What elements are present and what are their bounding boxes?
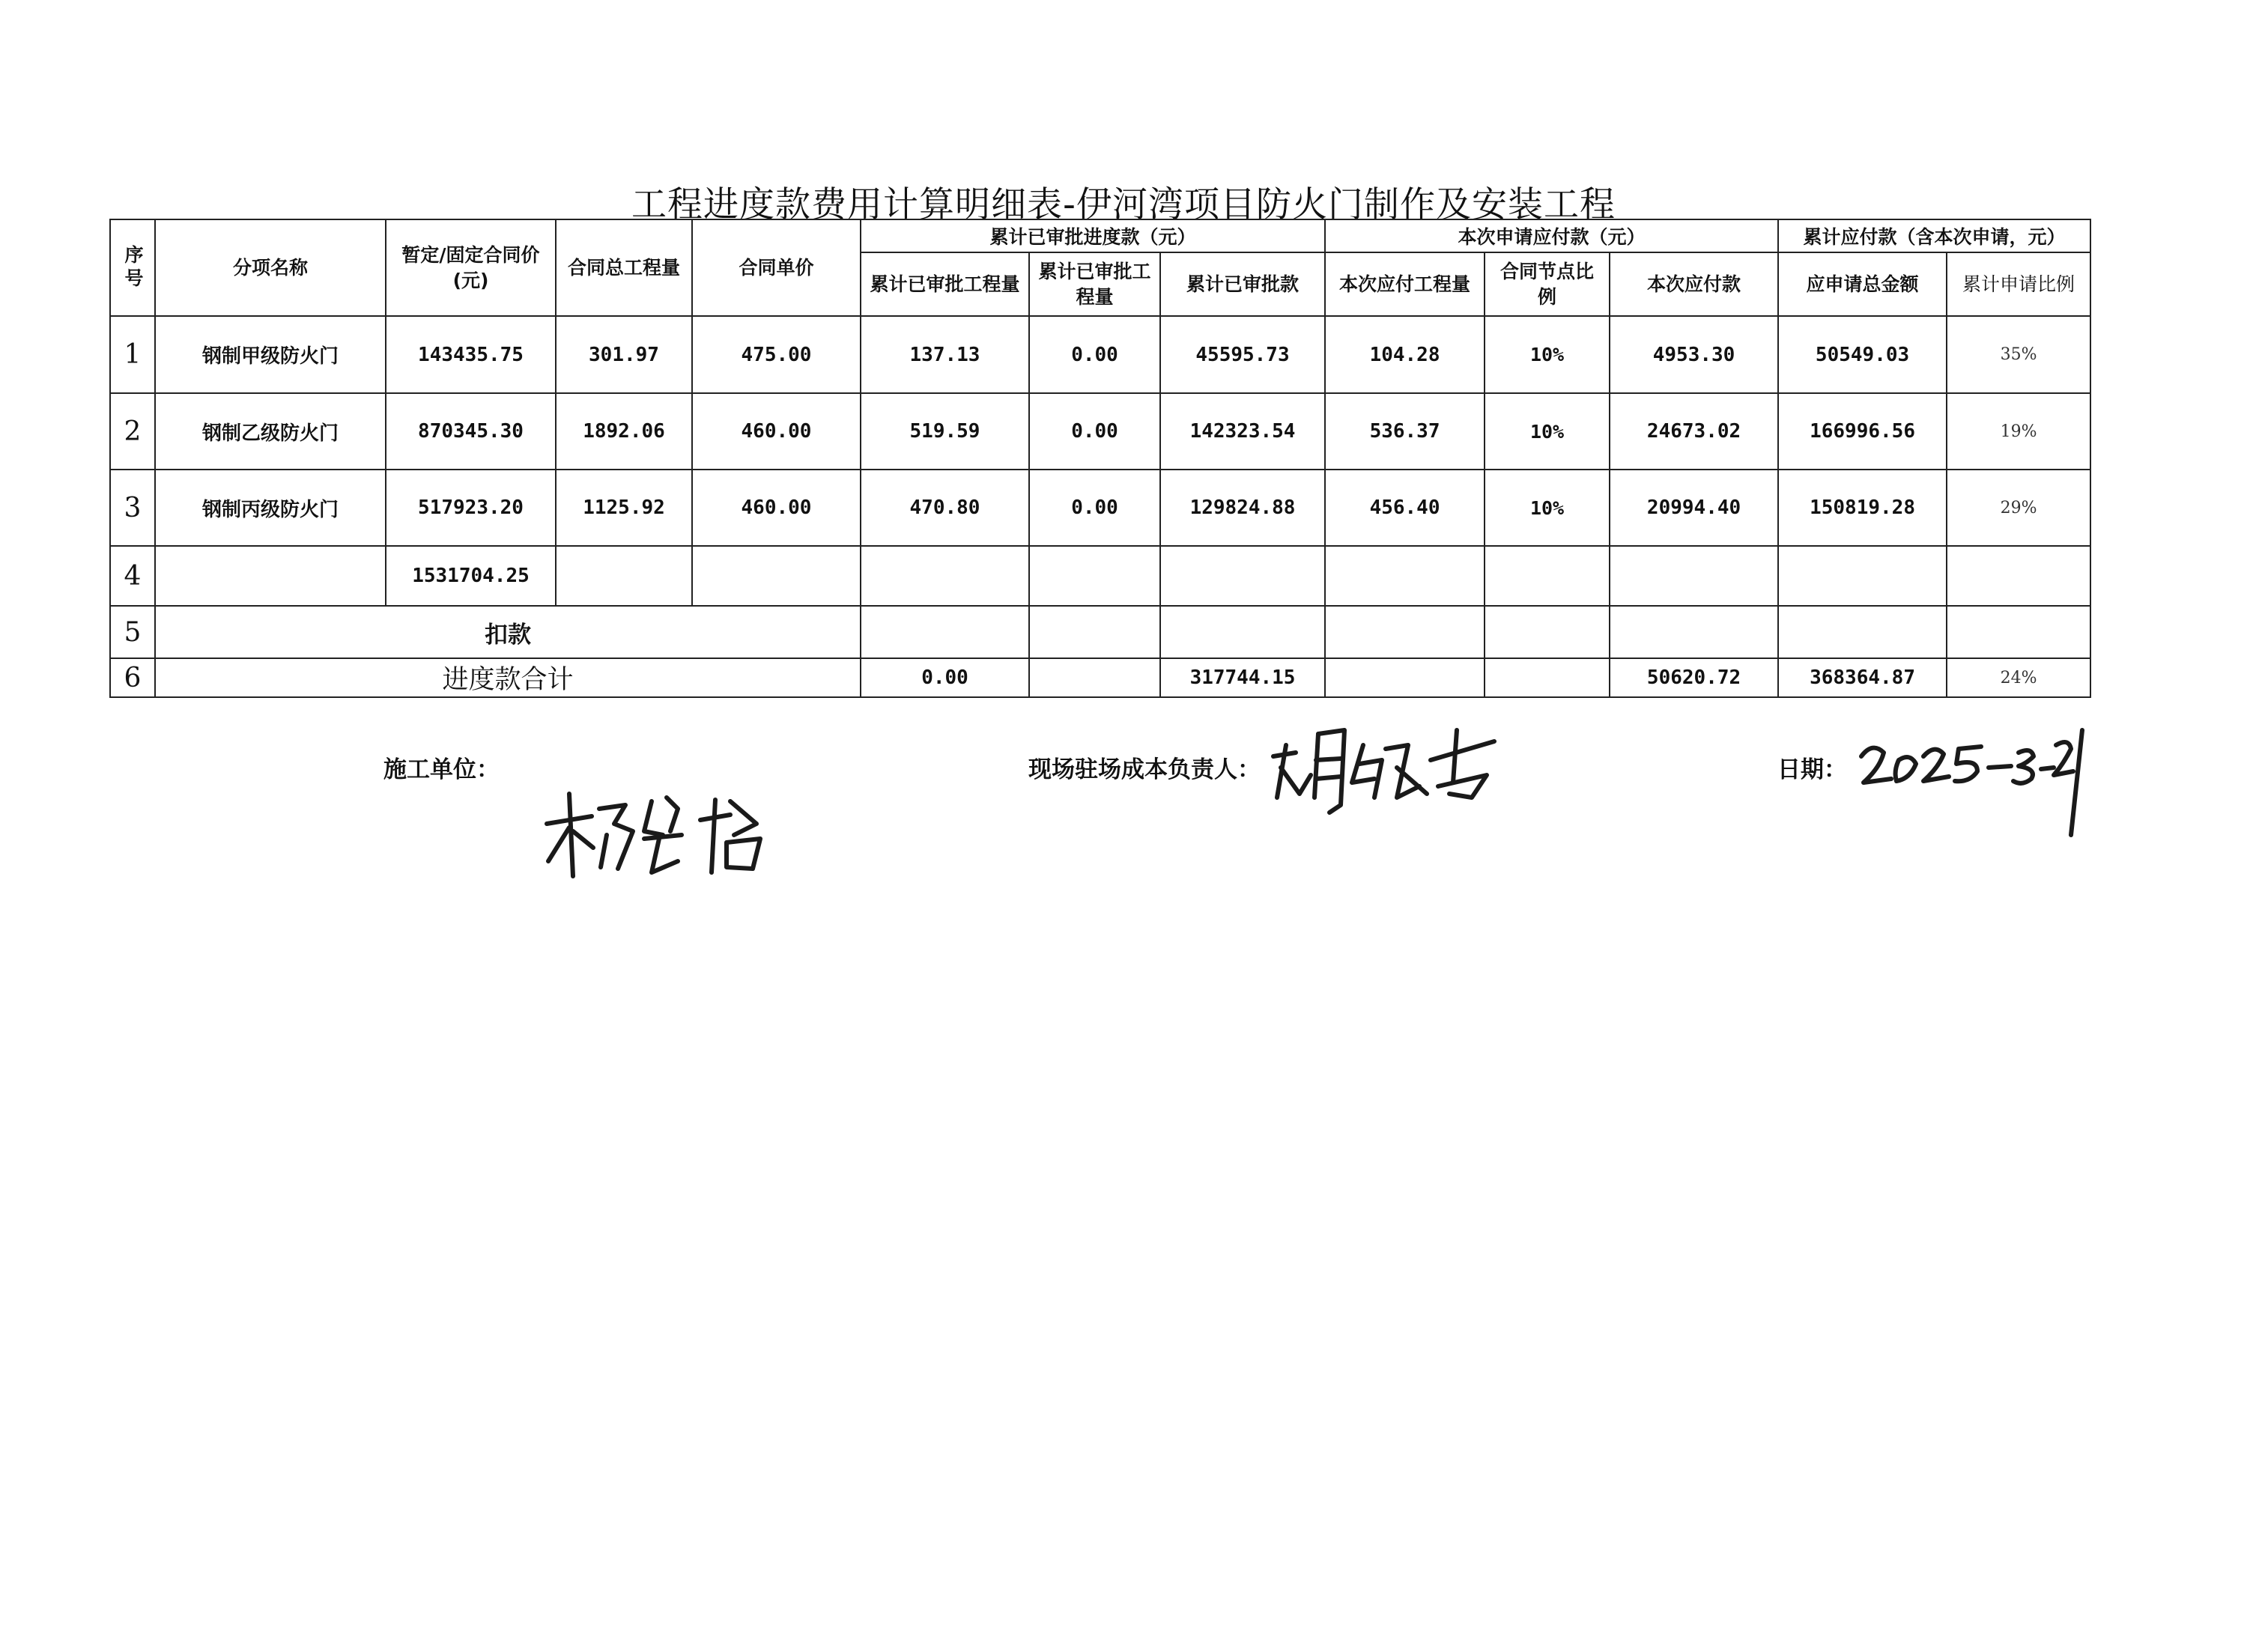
cumulative-ratio-cell: 19%	[1947, 393, 2090, 470]
table-row	[110, 470, 2090, 546]
empty-cell	[1485, 658, 1610, 697]
empty-cell	[556, 546, 692, 606]
total-cumulative-ratio-cell: 24%	[1947, 658, 2090, 697]
approved-qty2-cell: 0.00	[1029, 393, 1160, 470]
empty-cell	[861, 606, 1029, 658]
cumulative-ratio-cell: 35%	[1947, 316, 2090, 393]
header-row-1	[110, 219, 2090, 252]
date-label: 日期：	[1777, 756, 1847, 783]
contractor-label: 施工单位：	[383, 756, 500, 783]
total-quantity-cell: 301.97	[556, 316, 692, 393]
row-index: 5	[110, 606, 155, 658]
table-row-deduction	[110, 606, 2090, 658]
row-index: 4	[110, 546, 155, 606]
table-row	[110, 316, 2090, 393]
total-amount-cell: 150819.28	[1778, 470, 1947, 546]
row-index: 6	[110, 658, 155, 697]
row-index: 3	[110, 470, 155, 546]
contract-price-cell: 870345.30	[386, 393, 556, 470]
empty-cell	[1160, 546, 1325, 606]
current-payment-cell: 24673.02	[1610, 393, 1778, 470]
empty-cell	[1325, 546, 1485, 606]
header-group-cumulative: 累计应付款（含本次申请，元）	[1778, 219, 2090, 252]
total-current-payment-cell: 50620.72	[1610, 658, 1778, 697]
progress-payment-table	[109, 219, 2091, 698]
header-node-ratio: 合同节点比例	[1485, 252, 1610, 316]
approved-amount-cell: 129824.88	[1160, 470, 1325, 546]
node-ratio-cell: 10%	[1485, 470, 1610, 546]
empty-cell	[861, 546, 1029, 606]
unit-price-cell: 460.00	[692, 470, 861, 546]
header-current-payment: 本次应付款	[1610, 252, 1778, 316]
total-quantity-cell: 1125.92	[556, 470, 692, 546]
empty-cell	[1029, 658, 1160, 697]
total-amount-sum-cell: 368364.87	[1778, 658, 1947, 697]
empty-cell	[1325, 658, 1485, 697]
table-row	[110, 393, 2090, 470]
current-qty-cell: 104.28	[1325, 316, 1485, 393]
unit-price-cell: 475.00	[692, 316, 861, 393]
contract-price-cell: 517923.20	[386, 470, 556, 546]
row-index: 1	[110, 316, 155, 393]
item-name: 钢制丙级防火门	[155, 470, 386, 546]
empty-cell	[1947, 546, 2090, 606]
header-approved-qty-b: 累计已审批工程量	[1029, 252, 1160, 316]
empty-cell	[1029, 606, 1160, 658]
manager-signature-strokes	[1270, 723, 1517, 827]
approved-qty2-cell: 0.00	[1029, 316, 1160, 393]
empty-cell	[1778, 546, 1947, 606]
current-payment-cell: 4953.30	[1610, 316, 1778, 393]
empty-cell	[1610, 606, 1778, 658]
empty-cell	[1778, 606, 1947, 658]
header-group-current: 本次申请应付款（元）	[1325, 219, 1778, 252]
empty-cell	[692, 546, 861, 606]
contract-price-cell: 143435.75	[386, 316, 556, 393]
total-approved-qty-cell: 0.00	[861, 658, 1029, 697]
header-seq: 序号	[110, 219, 155, 316]
header-item-name: 分项名称	[155, 219, 386, 316]
approved-qty-cell: 470.80	[861, 470, 1029, 546]
empty-cell	[1610, 546, 1778, 606]
table-row-subtotal	[110, 546, 2090, 606]
empty-cell	[1947, 606, 2090, 658]
empty-cell	[1029, 546, 1160, 606]
total-amount-cell: 50549.03	[1778, 316, 1947, 393]
date-handwriting-strokes	[1858, 723, 2090, 842]
item-name: 钢制乙级防火门	[155, 393, 386, 470]
header-total-amount: 应申请总金额	[1778, 252, 1947, 316]
node-ratio-cell: 10%	[1485, 393, 1610, 470]
header-unit-price: 合同单价	[692, 219, 861, 316]
empty-cell	[1485, 606, 1610, 658]
empty-cell	[1325, 606, 1485, 658]
deduction-label: 扣款	[155, 606, 861, 658]
item-name	[155, 546, 386, 606]
node-ratio-cell: 10%	[1485, 316, 1610, 393]
current-qty-cell: 456.40	[1325, 470, 1485, 546]
cumulative-ratio-cell: 29%	[1947, 470, 2090, 546]
item-name: 钢制甲级防火门	[155, 316, 386, 393]
document-title: 工程进度款费用计算明细表-伊河湾项目防火门制作及安装工程	[631, 184, 1616, 225]
unit-price-cell: 460.00	[692, 393, 861, 470]
total-label: 进度款合计	[155, 658, 861, 697]
contractor-signature-strokes	[539, 779, 771, 884]
header-group-approved: 累计已审批进度款（元）	[861, 219, 1325, 252]
approved-amount-cell: 142323.54	[1160, 393, 1325, 470]
approved-qty2-cell: 0.00	[1029, 470, 1160, 546]
total-quantity-cell: 1892.06	[556, 393, 692, 470]
total-amount-cell: 166996.56	[1778, 393, 1947, 470]
empty-cell	[1160, 606, 1325, 658]
header-current-qty: 本次应付工程量	[1325, 252, 1485, 316]
total-approved-amount-cell: 317744.15	[1160, 658, 1325, 697]
table-row-total	[110, 658, 2090, 697]
approved-qty-cell: 137.13	[861, 316, 1029, 393]
row-index: 2	[110, 393, 155, 470]
header-approved-amount: 累计已审批款	[1160, 252, 1325, 316]
current-qty-cell: 536.37	[1325, 393, 1485, 470]
empty-cell	[1485, 546, 1610, 606]
header-total-quantity: 合同总工程量	[556, 219, 692, 316]
approved-amount-cell: 45595.73	[1160, 316, 1325, 393]
approved-qty-cell: 519.59	[861, 393, 1029, 470]
header-contract-price: 暂定/固定合同价(元)	[386, 219, 556, 316]
current-payment-cell: 20994.40	[1610, 470, 1778, 546]
contract-price-total-cell: 1531704.25	[386, 546, 556, 606]
header-cumulative-ratio: 累计申请比例	[1947, 252, 2090, 316]
manager-label: 现场驻场成本负责人：	[1028, 756, 1261, 783]
header-approved-qty-a: 累计已审批工程量	[861, 252, 1029, 316]
